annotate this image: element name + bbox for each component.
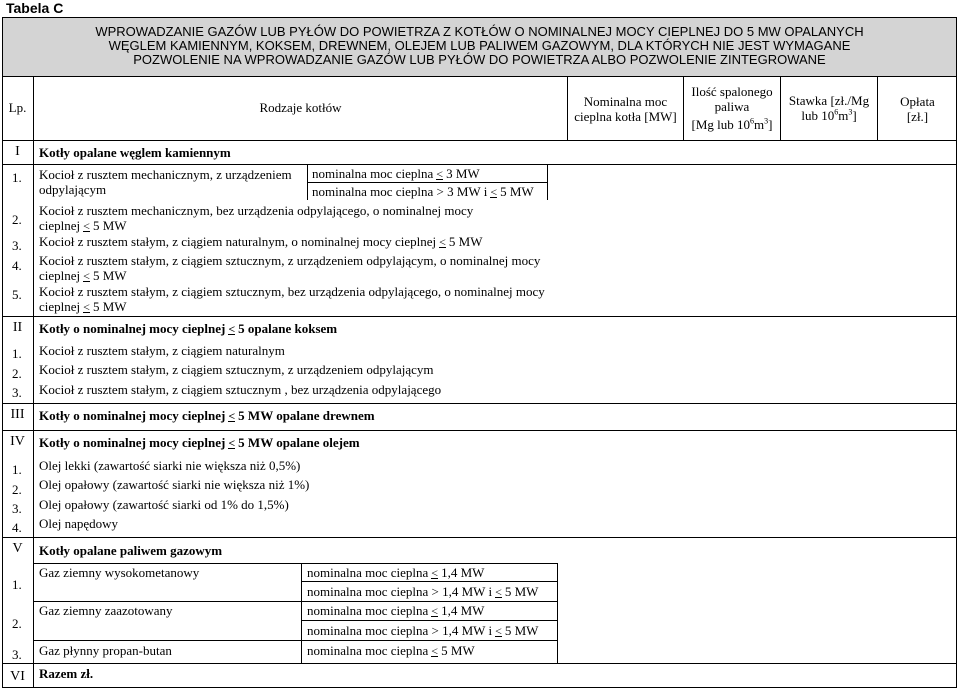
condition-text: nominalna moc cieplna [312,166,434,181]
section-number: III [10,407,25,422]
title-line-1: WPROWADZANIE GAZÓW LUB PYŁÓW DO POWIETRZA Z KOTŁÓW O NOMINALNEJ MOCY CIEPLNEJ DO 5 MW OPALANYCH [95,24,864,39]
less-equal-icon: < [83,219,90,233]
row-number: 1. [12,462,22,477]
divider [2,140,957,141]
row-text-word: Kocioł z rusztem stałym, z ciągiem naturalnym, o nominalnej mocy cieplnej [39,234,437,249]
condition-text: nominalna moc cieplna [307,603,429,618]
section-number: I [15,144,20,159]
section-title-text: Kotły o nominalnej mocy cieplnej [39,435,226,450]
row-text [39,167,292,197]
condition-value: 5 MW [504,584,539,599]
row-text: Olej lekki (zawartość siarki nie większa niż 0,5%) [39,458,301,473]
divider [2,164,957,165]
divider [301,620,557,621]
row-text-line: Kocioł z rusztem stałym, z ciągiem sztucznym, bez urządzenia odpylającego, o nominalnej mocy [39,284,545,299]
row-text: Olej opałowy (zawartość siarki od 1% do 1,5%) [39,497,289,512]
unit-text: lub 10 [801,108,835,123]
less-equal-icon: < [495,624,502,638]
row-text: Kocioł z rusztem stałym, z ciągiem sztucznym, z urządzeniem odpylającym [39,362,434,377]
divider [301,563,302,663]
unit-sup: 3 [848,107,853,117]
row-text-word: cieplnej [39,218,81,233]
total-label: Razem zł. [39,666,94,681]
condition-value: 5 MW [500,184,534,199]
section-number: IV [10,434,25,449]
row-text: Gaz płynny propan-butan [39,643,172,658]
unit-sup: 3 [764,116,769,126]
divider [2,316,957,317]
divider [557,563,558,663]
less-equal-icon: < [436,167,444,181]
section-title [39,321,337,337]
condition-text: nominalna moc cieplna > 3 MW i [312,184,488,199]
col-header-rodzaje: Rodzaje kotłów [259,100,342,115]
divider [33,76,34,688]
section-number: V [12,541,23,556]
less-equal-icon: < [431,644,439,658]
less-equal-icon: < [228,436,236,450]
col-header-oplata [878,94,957,124]
col-header-stawka-line: Stawka [zł./Mg [788,93,870,108]
row-text-line: Kocioł z rusztem mechanicznym, bez urządzenia odpylającego, o nominalnej mocy [39,203,474,218]
row-text-line [39,299,545,314]
condition-text: nominalna moc cieplna > 1,4 MW i [307,584,493,599]
divider [307,182,547,183]
row-text-word: cieplnej [39,299,81,314]
condition-text: nominalna moc cieplna [307,643,429,658]
unit-text: m [754,117,765,132]
less-equal-icon: < [431,604,439,618]
row-text-line: odpylającym [39,182,107,197]
row-text-value: 5 MW [92,268,127,283]
less-equal-icon: < [228,409,236,423]
row-number: 1. [12,346,22,361]
section-number: II [12,320,23,335]
col-header-stawka-unit [781,108,877,123]
row-number: 4. [12,520,22,535]
less-equal-icon: < [83,300,90,314]
section-title [39,435,360,451]
condition-value: 5 MW [441,643,475,658]
divider [2,403,957,404]
col-header-moc-line: cieplna kotła [MW] [574,109,677,124]
condition [307,584,538,599]
unit-text: ] [852,108,857,123]
divider [301,581,557,582]
unit-text: ] [768,117,773,132]
condition [312,184,534,199]
condition-value: 5 MW [504,623,539,638]
divider [2,430,957,431]
row-text-line: Kocioł z rusztem stałym, z ciągiem sztucznym, z urządzeniem odpylającym, o nominalnej mocy [39,253,541,268]
row-number: 5. [12,287,22,302]
divider [33,563,557,564]
row-text [39,253,540,283]
row-text-value: 5 MW [92,218,127,233]
row-text-line [39,268,540,283]
condition-value: 1,4 MW [441,565,485,580]
title-line-2: WĘGLEM KAMIENNYM, KOKSEM, DREWNEM, OLEJEM LUB PALIWEM GAZOWYM, DLA KTÓRYCH NIE JEST WYMAGANE [108,38,851,53]
row-number: 1. [12,577,22,592]
divider [33,640,557,641]
less-equal-icon: < [431,566,439,580]
divider [2,76,957,77]
row-number: 1. [12,170,22,185]
col-header-ilosc-line: paliwa [714,99,750,114]
section-title: Kotły opalane węglem kamiennym [39,145,231,160]
less-equal-icon: < [490,185,498,199]
row-text-value: 5 MW [92,299,127,314]
unit-sup: 6 [834,107,839,117]
row-number: 3. [12,385,22,400]
divider [33,601,557,602]
col-header-moc-line: Nominalna moc [583,94,668,109]
col-header-lp: Lp. [8,100,27,115]
row-number: 2. [12,366,22,381]
row-text-line [39,218,473,233]
col-header-stawka [781,93,877,123]
col-header-oplata-line: [zł.] [906,109,929,124]
table-title [3,18,956,76]
row-text: Gaz ziemny wysokometanowy [39,565,200,580]
col-header-ilosc-line: Ilość spalonego [691,84,773,99]
col-header-moc [568,94,683,124]
row-number: 3. [12,647,22,662]
unit-text: [Mg lub 10 [691,117,751,132]
row-number: 2. [12,482,22,497]
table-label: Tabela C [6,0,64,16]
section-title-text: 5 opalane koksem [238,321,338,336]
divider [2,537,957,538]
condition [307,623,538,638]
condition-text: nominalna moc cieplna > 1,4 MW i [307,623,493,638]
col-header-ilosc-unit [684,117,780,132]
less-equal-icon: < [228,322,236,336]
row-number: 2. [12,616,22,631]
row-text: Kocioł z rusztem stałym, z ciągiem naturalnym [39,343,285,358]
row-text: Gaz ziemny zaazotowany [39,603,173,618]
less-equal-icon: < [439,235,446,249]
row-number: 4. [12,258,22,273]
row-number: 3. [12,501,22,516]
section-title: Kotły opalane paliwem gazowym [39,543,223,558]
col-header-oplata-line: Opłata [900,94,935,109]
row-text-line: Kocioł z rusztem mechanicznym, z urządzeniem [39,167,292,182]
section-title-text: 5 MW opalane drewnem [238,408,375,423]
condition [312,166,480,181]
unit-sup: 6 [750,116,755,126]
condition-text: nominalna moc cieplna [307,565,429,580]
row-text-value: 5 MW [448,234,483,249]
title-line-3: POZWOLENIE NA WPROWADZANIE GAZÓW LUB PYŁÓW DO POWIETRZA ALBO POZWOLENIE ZINTEGROWANE [133,52,826,67]
row-text: Olej opałowy (zawartość siarki nie większa niż 1%) [39,477,310,492]
row-text: Kocioł z rusztem stałym, z ciągiem sztucznym , bez urządzenia odpylającego [39,382,442,397]
section-title-text: Kotły o nominalnej mocy cieplnej [39,321,226,336]
condition [307,643,475,658]
condition-value: 3 MW [446,166,480,181]
less-equal-icon: < [83,269,90,283]
section-title-text: 5 MW opalane olejem [238,435,360,450]
section-title-text: Kotły o nominalnej mocy cieplnej [39,408,226,423]
divider [307,164,308,200]
condition [307,603,484,618]
col-header-ilosc [684,84,780,132]
row-number: 2. [12,212,22,227]
divider [547,164,548,200]
row-text [39,284,545,314]
row-text [39,234,482,249]
less-equal-icon: < [495,585,502,599]
row-text-word: cieplnej [39,268,81,283]
condition [307,565,484,580]
section-number: VI [10,669,25,684]
section-title [39,408,375,424]
divider [2,663,957,664]
row-number: 3. [12,238,22,253]
row-text: Olej napędowy [39,516,119,531]
unit-text: m [838,108,849,123]
condition-value: 1,4 MW [441,603,485,618]
row-text [39,203,473,233]
